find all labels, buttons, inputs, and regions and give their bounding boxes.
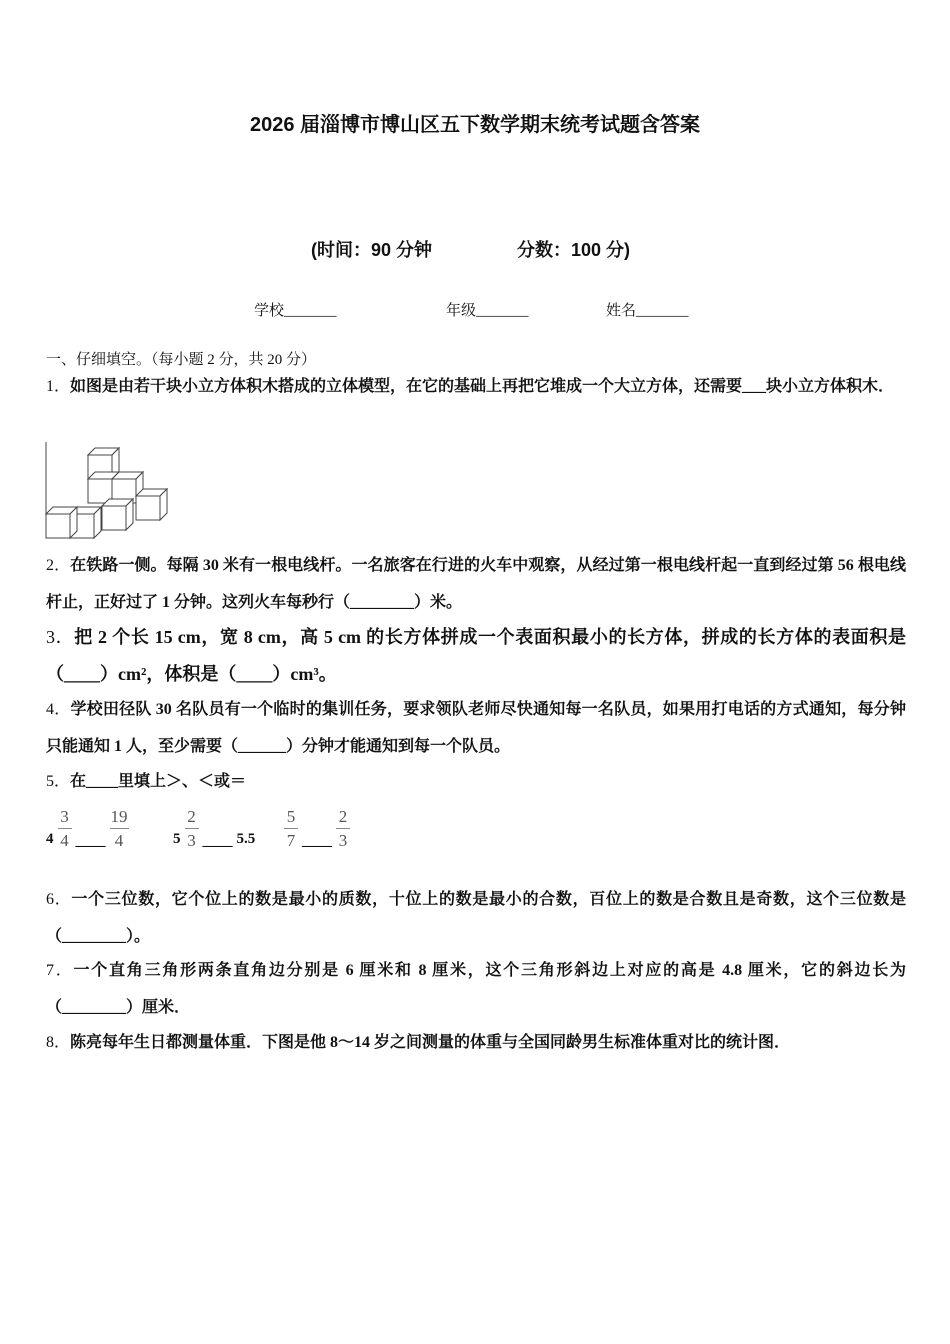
fraction	[110, 806, 129, 853]
grade-field	[446, 300, 529, 322]
numerator: 19	[110, 807, 128, 826]
question-text: 学校田径队 30 名队员有一个临时的集训任务，要求领队老师尽快通知每一名队员，如果用打电话的方式通知，每分钟只能通知 1 人，至少需要（______）分钟才能通知到每一个队员。	[46, 701, 906, 755]
question-text: 一个三位数，它个位上的数是最小的质数，十位上的数是最小的合数，百位上的数是合数且是奇数，这个三位数是（________）。	[46, 891, 906, 945]
fraction	[284, 806, 298, 853]
question-number: 2．	[46, 557, 71, 574]
cube	[136, 489, 167, 520]
name-blank: _______	[636, 303, 689, 319]
fraction	[58, 806, 72, 853]
cube	[46, 507, 77, 538]
grade-blank: _______	[476, 303, 529, 319]
question-number: 8．	[46, 1034, 71, 1051]
numerator: 2	[338, 807, 348, 826]
question-text: 如图是由若干块小立方体积木搭成的立体模型，在它的基础上再把它堆成一个大立方体，还需要___块小立方体积木．	[70, 378, 895, 395]
question-text: 在铁路一侧。每隔 30 米有一根电线杆。一名旅客在行进的火车中观察，从经过第一根电线杆起一直到经过第 56 根电线杆止，正好过了 1 分钟。这列火车每秒行（________）米。	[46, 557, 906, 611]
decimal-value: 5.5	[236, 831, 256, 847]
name-label: 姓名	[606, 303, 637, 319]
numerator: 5	[286, 807, 296, 826]
question-number: 3．	[46, 627, 75, 647]
question-5	[46, 763, 906, 800]
numerator: 3	[60, 807, 69, 826]
question-7	[46, 952, 906, 1026]
question-text: 陈亮每年生日都测量体重．下图是他 8～14 岁之间测量的体重与全国同龄男生标准体重对比的统计图．	[70, 1034, 791, 1051]
denominator: 3	[187, 831, 196, 850]
page-title: 2026 届淄博市博山区五下数学期末统考试题含答案	[249, 114, 701, 136]
numerator: 2	[187, 807, 196, 826]
denominator: 4	[60, 831, 69, 850]
question-number: 7．	[46, 962, 74, 979]
school-label: 学校	[254, 303, 285, 319]
question-2	[46, 547, 906, 621]
question-4	[46, 691, 906, 765]
comparison-item-2	[173, 803, 255, 853]
cube	[102, 499, 133, 530]
school-blank: _______	[284, 303, 337, 319]
exam-time: (时间：90 分钟	[311, 240, 433, 260]
question-number: 6．	[46, 891, 72, 908]
answer-blank: ____	[202, 833, 233, 849]
question-6	[46, 881, 906, 955]
whole-number: 4	[46, 831, 54, 847]
answer-blank: ____	[75, 833, 106, 849]
school-field	[254, 300, 337, 322]
answer-blank: ____	[302, 833, 332, 849]
comparison-item-3	[284, 803, 350, 853]
cube-model-figure	[44, 442, 170, 540]
question-3	[46, 619, 906, 693]
section-heading: 一、仔细填空。（每小题 2 分，共 20 分）	[46, 352, 317, 368]
name-field	[606, 300, 689, 322]
question-text: 把 2 个长 15 cm，宽 8 cm，高 5 cm 的长方体拼成一个表面积最小的长方体，拼成的长方体的表面积是（____）cm²，体积是（____）cm³。	[46, 627, 907, 684]
denominator: 7	[286, 831, 296, 850]
question-number: 1．	[46, 378, 71, 395]
comparison-item-1	[46, 803, 129, 853]
comparison-row	[0, 803, 950, 855]
question-number: 5．	[46, 773, 71, 790]
question-number: 4．	[46, 701, 71, 718]
fraction	[336, 806, 350, 853]
question-1	[46, 368, 906, 405]
exam-score: 分数：100 分)	[517, 240, 631, 260]
grade-label: 年级	[446, 303, 477, 319]
whole-number: 5	[173, 831, 181, 847]
denominator: 4	[114, 831, 124, 850]
denominator: 3	[338, 831, 348, 850]
question-text: 在____里填上＞、＜或＝	[70, 773, 247, 790]
fraction	[185, 806, 199, 853]
question-text: 一个直角三角形两条直角边分别是 6 厘米和 8 厘米，这个三角形斜边上对应的高是 4.8 厘米，它的斜边长为（________）厘米．	[46, 962, 906, 1016]
question-8	[46, 1024, 906, 1061]
